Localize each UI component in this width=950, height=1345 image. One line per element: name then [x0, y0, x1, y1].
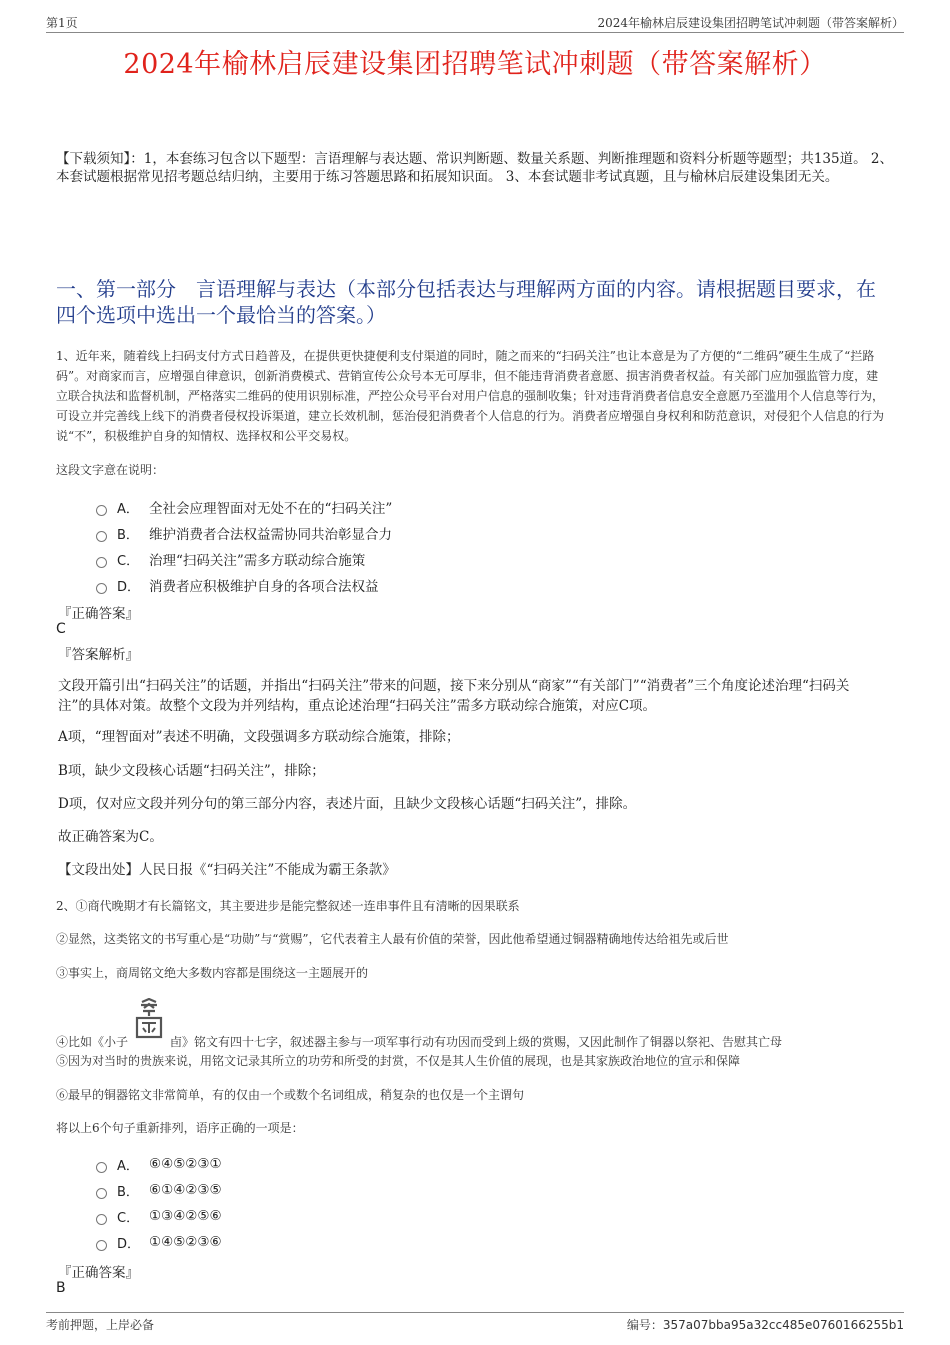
option-b[interactable]: B． 维护消费者合法权益需协同共治彰显合力	[96, 520, 392, 546]
question-2-item: 2、①商代晚期才有长篇铭文，其主要进步是能完整叙述一连串事件且有清晰的因果联系	[56, 899, 520, 913]
radio-icon[interactable]	[96, 583, 107, 594]
analysis-conclusion: 故正确答案为C。	[58, 829, 163, 845]
radio-icon[interactable]	[96, 1214, 107, 1225]
question-2-item: ③事实上，商周铭文绝大多数内容都是围绕这一主题展开的	[56, 966, 369, 980]
option-c[interactable]: C． 治理“扫码关注”需多方联动综合施策	[96, 546, 392, 572]
analysis-line: D项，仅对应文段并列分句的第三部分内容，表述片面，且缺少文段核心话题“扫码关注”，排除。	[58, 796, 637, 812]
option-d[interactable]: D． ①④⑤②③⑥	[96, 1229, 222, 1255]
page-footer	[46, 1312, 904, 1333]
answer-label: 『正确答案』	[58, 1265, 139, 1281]
page-number: 第1页	[46, 16, 78, 30]
answer-value: C	[56, 621, 66, 637]
option-b[interactable]: B． ⑥①④②③⑤	[96, 1177, 222, 1203]
analysis-line: B项，缺少文段核心话题“扫码关注”，排除；	[58, 763, 325, 779]
radio-icon[interactable]	[96, 1240, 107, 1251]
question-2-prompt: 将以上6个句子重新排列，语序正确的一项是：	[56, 1121, 304, 1135]
question-2-item: ②显然，这类铭文的书写重心是“功勋”与“赏赐”，它代表着主人最有价值的荣誉，因此他希望通过铜器精确地传达给祖先或后世	[56, 932, 729, 946]
answer-label: 『正确答案』	[58, 606, 139, 622]
radio-icon[interactable]	[96, 1162, 107, 1173]
question-2-item: ⑤因为对当时的贵族来说，用铭文记录其所立的功劳和所受的封赏，不仅是其人生价值的展现，也是其家族政治地位的宣示和保障	[56, 1054, 741, 1068]
analysis-paragraph: 文段开篇引出“扫码关注”的话题，并指出“扫码关注”带来的问题，接下来分别从“商家”“有关部门”“消费者”三个角度论述治理“扫码关注”的具体对策。故整个文段为并列结构，重点论述治理“扫码关注”需多方联动综合施策，对应C项。	[58, 678, 850, 714]
radio-icon[interactable]	[96, 531, 107, 542]
bronze-character-image	[132, 998, 166, 1043]
question-1-text: 1、近年来，随着线上扫码支付方式日趋普及，在提供更快捷便利支付渠道的同时，随之而来的“扫码关注”也让本意是为了方便的“二维码”硬生生成了“拦路码”。对商家而言，应增强自律意识，创新消费模式、营销宣传公众号本无可厚非，但不能违背消费者意愿、损害消费者权益。有关部门应加强监管力度，建立联合执法和监督机制，严格落实二维码的使用识别标准，严控公众号平台对用户信息的强制收集；针对违背消费者信息安全意愿乃至滥用个人信息等行为，可设立并完善线上线下的消费者侵权投诉渠道，建立长效机制，惩治侵犯消费者个人信息的行为。消费者应增强自身权利和防范意识，对侵犯个人信息的行为说“不”，积极维护自身的知情权、选择权和公平交易权。	[56, 349, 885, 443]
section-title: 一、第一部分 言语理解与表达（本部分包括表达与理解两方面的内容。请根据题目要求，在四个选项中选出一个最恰当的答案。）	[56, 277, 876, 327]
analysis-line: A项，“理智面对”表述不明确，文段强调多方联动综合施策，排除；	[58, 729, 460, 745]
option-d[interactable]: D． 消费者应积极维护自身的各项合法权益	[96, 572, 392, 598]
analysis-source: 【文段出处】人民日报《“扫码关注”不能成为霸王条款》	[58, 862, 396, 878]
question-1-options	[96, 494, 392, 598]
radio-icon[interactable]	[96, 1188, 107, 1199]
footer-slogan: 考前押题，上岸必备	[46, 1318, 155, 1332]
radio-icon[interactable]	[96, 557, 107, 568]
page-header	[46, 14, 904, 33]
download-notice: 【下载须知】：1，本套练习包含以下题型：言语理解与表达题、常识判断题、数量关系题、判断推理题和资料分析题等题型；共135道。 2、本套试题根据常见招考题总结归纳，主要用于练习答题思路和拓展知识面。 3、本套试题非考试真题，且与榆林启辰建设集团无关。	[56, 151, 893, 185]
question-1-prompt: 这段文字意在说明：	[56, 463, 165, 477]
analysis-label: 『答案解析』	[58, 647, 139, 663]
question-2-options	[96, 1151, 222, 1255]
option-c[interactable]: C． ①③④②⑤⑥	[96, 1203, 222, 1229]
header-doc-title: 2024年榆林启辰建设集团招聘笔试冲刺题（带答案解析）	[597, 16, 904, 30]
document-title: 2024年榆林启辰建设集团招聘笔试冲刺题（带答案解析）	[123, 49, 827, 80]
footer-doc-id: 编号：357a07bba95a32cc485e0760166255b1	[626, 1318, 904, 1332]
question-2-item: ④比如《小子 卣》铭文有四十七字，叙述器主参与一项军事行动有功因而受到上级的赏赐，又因此制作了铜器以祭祀、告慰其亡母	[56, 998, 890, 1043]
answer-value: B	[56, 1280, 66, 1296]
radio-icon[interactable]	[96, 505, 107, 516]
option-a[interactable]: A． ⑥④⑤②③①	[96, 1151, 222, 1177]
question-2-item: ⑥最早的铜器铭文非常简单，有的仅由一个或数个名词组成，稍复杂的也仅是一个主谓句	[56, 1088, 525, 1102]
option-a[interactable]: A． 全社会应理智面对无处不在的“扫码关注”	[96, 494, 392, 520]
